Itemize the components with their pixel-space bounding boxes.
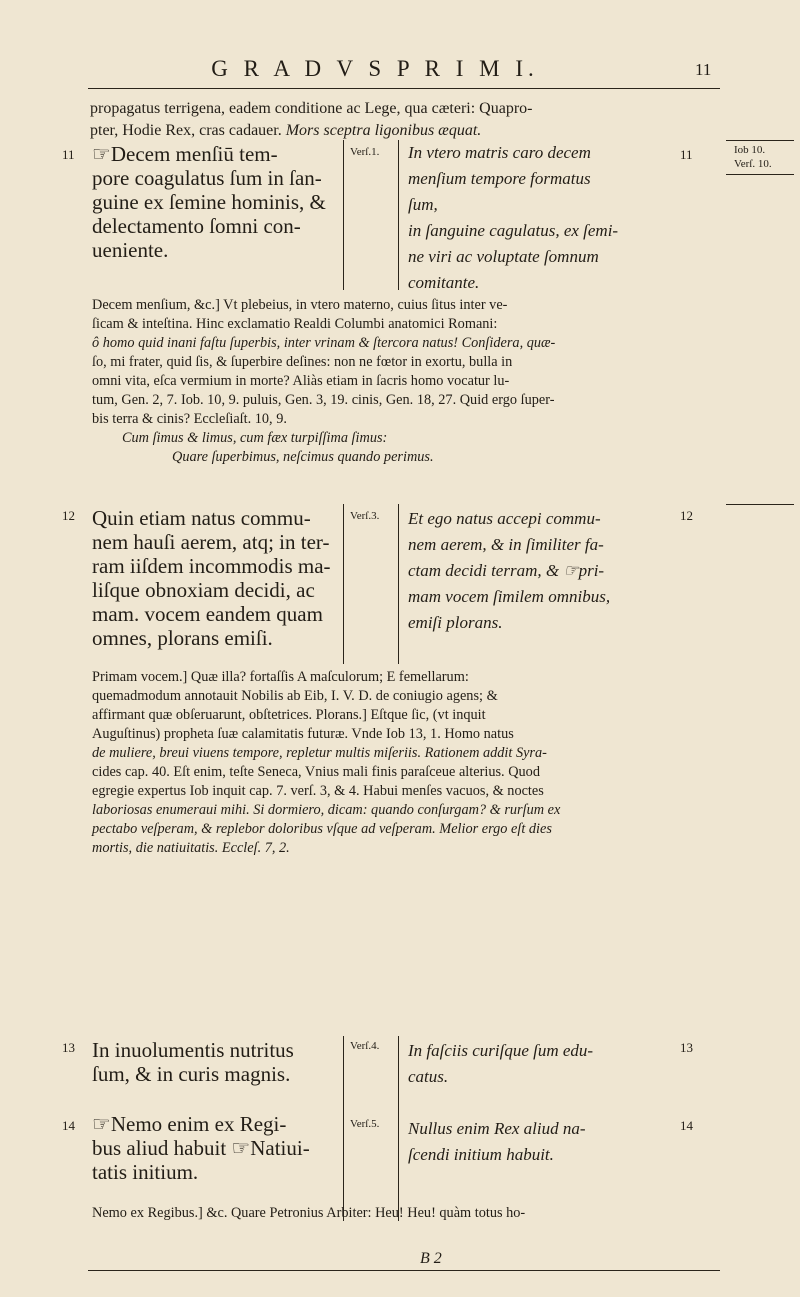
latin-line: liſque obnoxiam decidi, ac: [92, 578, 315, 602]
continuation-plain: pter, Hodie Rex, cras cadauer.: [90, 122, 282, 139]
latin-line: ram iiſdem incommodis ma-: [92, 554, 331, 578]
latin-line: ſum, & in curis magnis.: [92, 1062, 291, 1086]
verse-number-left: 11: [62, 147, 75, 162]
verse-number-right: 14: [680, 1118, 693, 1133]
latin-line: bus aliud habuit ☞Natiui-: [92, 1136, 310, 1160]
latin-verse-11: [92, 142, 338, 262]
continuation-text: [90, 98, 718, 142]
latin-line: guine ex ſemine hominis, &: [92, 190, 326, 214]
couplet-line: Quare ſuperbimus, neſcimus quando perimus.: [172, 449, 434, 465]
latin-line: In inuolumentis nutritus: [92, 1038, 294, 1062]
latin-line: ☞Nemo enim ex Regi-: [92, 1112, 287, 1136]
vulgate-line: Nullus enim Rex aliud na-: [408, 1119, 586, 1138]
latin-verse-13: [92, 1038, 338, 1086]
commentary-line: ſicam & inteſtina. Hinc exclamatio Realdi Columbi anatomici Romani:: [92, 316, 498, 332]
verse-number-right: 13: [680, 1040, 693, 1055]
header-rule: [88, 88, 720, 89]
commentary-line: Auguſtinus) propheta ſuæ calamitatis futuræ. Vnde Iob 13, 1. Homo natus: [92, 726, 514, 742]
vulgate-verse-14: [408, 1116, 622, 1168]
commentary-11: [92, 296, 718, 467]
latin-line: delectamento ſomni con-: [92, 214, 301, 238]
column-divider: [343, 1036, 344, 1221]
vulgate-verse-13: [408, 1038, 622, 1090]
commentary-line: cides cap. 40. Eſt enim, teſte Seneca, Vnius mali finis paraſceue alterius. Quod: [92, 764, 540, 780]
side-rule: [726, 174, 794, 175]
commentary-line: quemadmodum annotauit Nobilis ab Eib, I. V. D. de coniugio agens; &: [92, 688, 498, 704]
latin-line: omnes, plorans emiſi.: [92, 626, 273, 650]
vulgate-line: Et ego natus accepi commu-: [408, 509, 601, 528]
column-divider: [398, 504, 399, 664]
vulgate-verse-11: [408, 140, 622, 296]
latin-line: mam. vocem eandem quam: [92, 602, 323, 626]
column-divider: [343, 504, 344, 664]
commentary-line: pectabo veſperam, & replebor doloribus vſque ad veſperam. Melior ergo eſt dies: [92, 821, 552, 837]
couplet-line: Cum ſimus & limus, cum fæx turpiſſima ſimus:: [122, 430, 388, 446]
commentary-line: bis terra & cinis? Eccleſiaſt. 10, 9.: [92, 411, 287, 427]
commentary-14: [92, 1204, 718, 1223]
vulgate-line: comitante.: [408, 273, 480, 292]
commentary-line: affirmant quæ obſeruarunt, obſtetrices. Plorans.] Eſtque ſic, (vt inquit: [92, 707, 486, 723]
verse-number-right: 12: [680, 508, 693, 523]
vulgate-line: nem aerem, & in ſimiliter fa-: [408, 535, 604, 554]
latin-verse-12: [92, 506, 338, 650]
vulgate-line: menſium tempore formatus ſum,: [408, 169, 591, 214]
continuation-line-1: propagatus terrigena, eadem conditione ac Lege, qua cæteri: Quapro-: [90, 100, 533, 117]
vulgate-line: ſcendi initium habuit.: [408, 1145, 554, 1164]
commentary-line: ſo, mi frater, quid ſis, & ſuperbire deſines: non ne fœtor in exortu, bulla in: [92, 354, 513, 370]
footer-rule: [88, 1270, 720, 1271]
latin-line: Quin etiam natus commu-: [92, 506, 311, 530]
commentary-line: Decem menſium, &c.] Vt plebeius, in vtero materno, cuius ſitus inter ve-: [92, 297, 508, 313]
latin-line: ☞Decem menſiū tem-: [92, 142, 278, 166]
commentary-line: omni vita, eſca vermium in morte? Aliàs etiam in ſacris homo vocatur lu-: [92, 373, 510, 389]
continuation-line-2: [90, 120, 718, 142]
vulgate-line: mam vocem ſimilem omnibus,: [408, 587, 611, 606]
commentary-12: [92, 668, 718, 858]
commentary-line: laboriosas enumeraui mihi. Si dormiero, dicam: quando conſurgam? & rurſum ex: [92, 802, 561, 818]
vulgate-line: catus.: [408, 1067, 449, 1086]
column-divider: [398, 1036, 399, 1221]
side-note-line: Verſ. 10.: [734, 158, 772, 170]
vulgate-line: ne viri ac voluptate ſomnum: [408, 247, 599, 266]
signature-mark: B 2: [420, 1250, 442, 1267]
vulgate-verse-12: [408, 506, 622, 636]
vers-mark: Verſ.3.: [350, 510, 380, 522]
latin-line: tatis initium.: [92, 1160, 199, 1184]
commentary-line: tum, Gen. 2, 7. Iob. 10, 9. puluis, Gen. 3, 19. cinis, Gen. 18, 27. Quid ergo ſuper-: [92, 392, 555, 408]
commentary-line: Nemo ex Regibus.] &c. Quare Petronius Arbiter: Heu! Heu! quàm totus ho-: [92, 1205, 526, 1221]
verse-number-left: 14: [62, 1118, 75, 1133]
side-note-iob: [734, 143, 792, 171]
side-rule: [726, 504, 794, 505]
commentary-line: mortis, die natiuitatis. Eccleſ. 7, 2.: [92, 840, 290, 856]
side-note-line: Iob 10.: [734, 144, 766, 156]
verse-number-left: 13: [62, 1040, 75, 1055]
running-head: G R A D V S P R I M I.: [211, 56, 539, 81]
vulgate-line: In vtero matris caro decem: [408, 143, 591, 162]
continuation-italic: Mors sceptra ligonibus æquat.: [285, 122, 482, 139]
page-number: 11: [695, 60, 712, 79]
vulgate-line: In faſciis curiſque ſum edu-: [408, 1041, 594, 1060]
latin-verse-14: [92, 1112, 338, 1184]
vers-mark: Verſ.1.: [350, 146, 380, 158]
vulgate-line: in ſanguine cagulatus, ex ſemi-: [408, 221, 619, 240]
vulgate-line: ctam decidi terram, & ☞pri-: [408, 561, 605, 580]
verse-number-right: 11: [680, 147, 693, 162]
column-divider: [343, 140, 344, 290]
side-rule: [726, 140, 794, 141]
latin-line: pore coagulatus ſum in ſan-: [92, 166, 322, 190]
commentary-line: egregie expertus Iob inquit cap. 7. verſ. 3, & 4. Habui menſes vacuos, & noctes: [92, 783, 544, 799]
verse-number-left: 12: [62, 508, 75, 523]
commentary-line: ô homo quid inani faſtu ſuperbis, inter vrinam & ſtercora natus! Conſidera, quæ-: [92, 335, 556, 351]
commentary-line: Primam vocem.] Quæ illa? fortaſſis A maſculorum; E femellarum:: [92, 669, 469, 685]
vers-mark: Verſ.4.: [350, 1040, 380, 1052]
commentary-line: de muliere, breui viuens tempore, repletur multis miſeriis. Rationem addit Syra-: [92, 745, 547, 761]
vers-mark: Verſ.5.: [350, 1118, 380, 1130]
latin-line: nem hauſi aerem, atq; in ter-: [92, 530, 330, 554]
vulgate-line: emiſi plorans.: [408, 613, 503, 632]
latin-line: ueniente.: [92, 238, 169, 262]
column-divider: [398, 140, 399, 290]
